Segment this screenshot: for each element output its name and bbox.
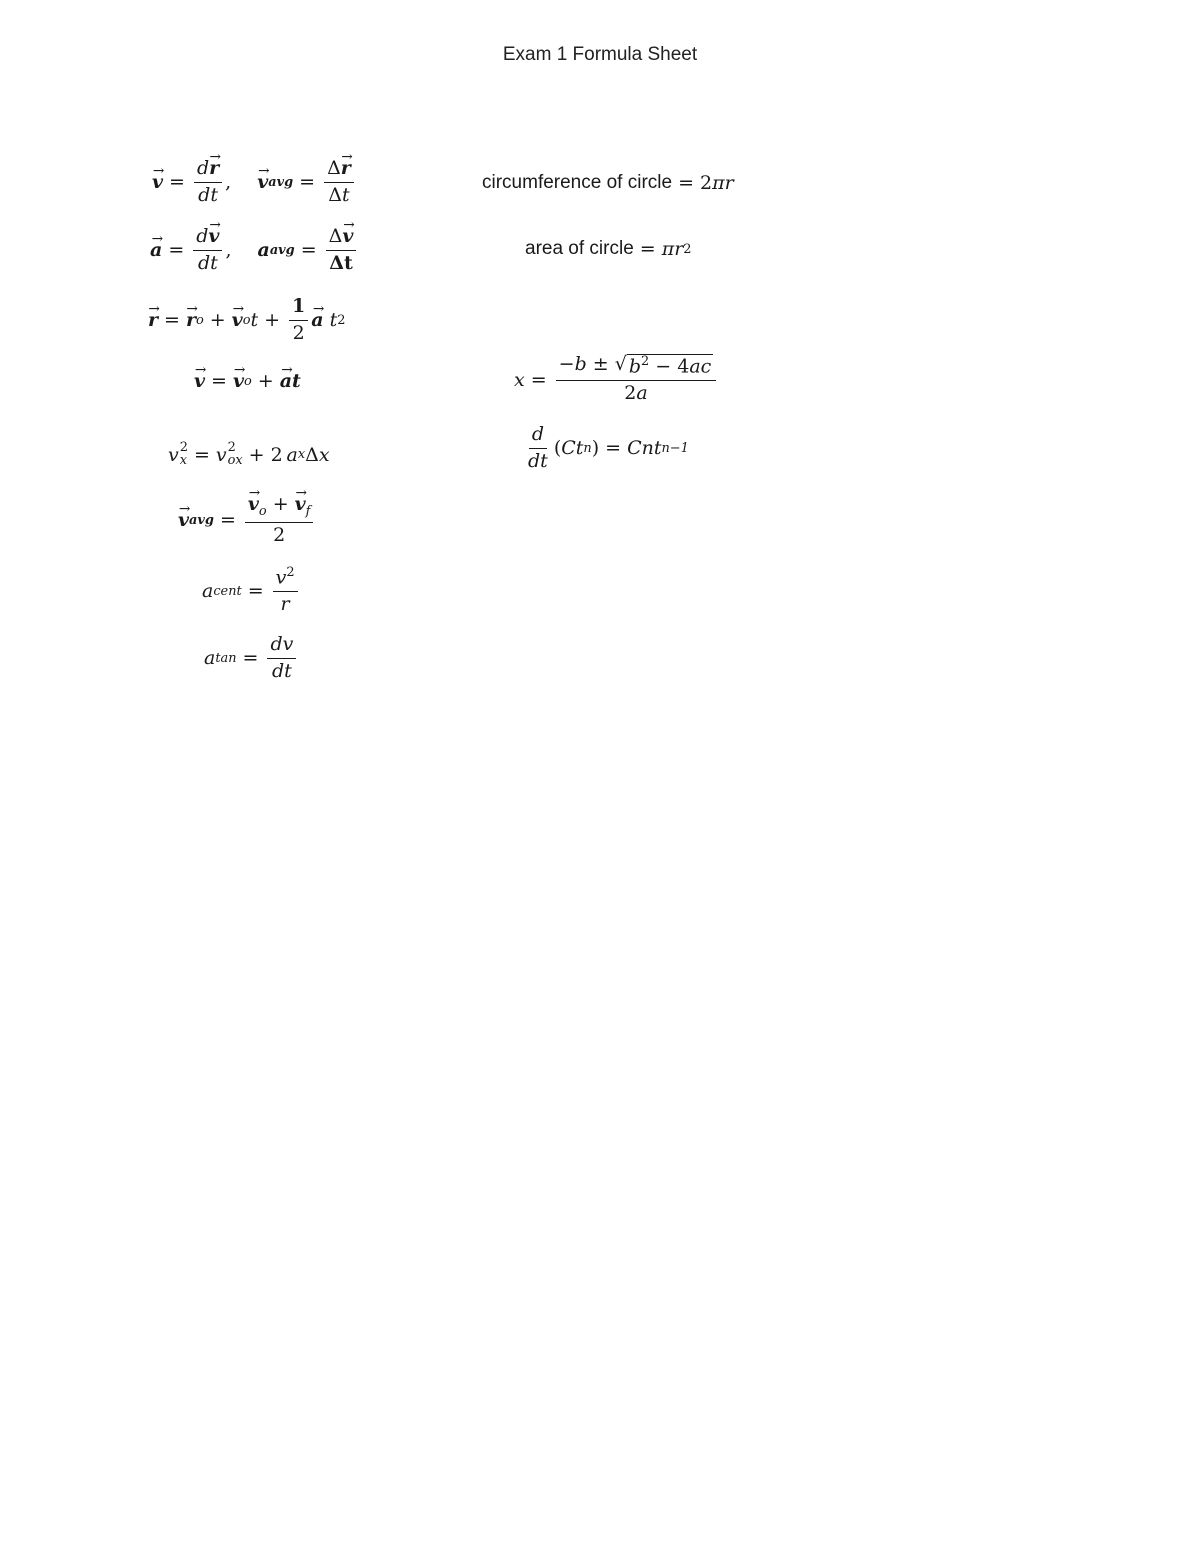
formula-centripetal: a cent = $\frac{v^2}{r}$ <box>202 566 301 616</box>
formula-velocity-squared: v 2 x = v 2 ox + 2 a x Δ x <box>168 440 330 468</box>
circumference-label: circumference of circle <box>482 172 673 193</box>
formula-circumference: circumference of circle = 2 πr <box>482 172 734 194</box>
formula-average-velocity: → v avg = → $\frac{v_o +\to v_f}{2}$ <box>178 494 316 547</box>
formula-quadratic: x = −b ± √ $b^2 - 4ac$ 2a <box>514 354 719 405</box>
formula-power-rule: $\frac{d}{dt}$ ( Ct n ) = Cnt n−1 <box>528 423 689 472</box>
area-label: area of circle <box>525 238 634 259</box>
formula-area: area of circle = πr 2 <box>525 238 692 260</box>
formula-position: → r = → r o + → v o t + $\frac{1}{2}$ → a t 2 <box>148 296 346 345</box>
formula-velocity-time: → v = → v o + → a t <box>194 370 301 392</box>
formula-velocity: → v = $\frac{d\to r}{dt}$ , → v avg = $\frac{\Delta\to r}{\Delta t}$ <box>152 158 357 207</box>
page-title: Exam 1 Formula Sheet <box>502 44 698 65</box>
formula-acceleration: → a = $\frac{d\to v}{dt}$ , a avg = $\frac{\Delta\to v}{\Delta t}$ <box>150 226 359 275</box>
formula-tangential: a tan = $\frac{dv}{dt}$ <box>204 634 299 683</box>
